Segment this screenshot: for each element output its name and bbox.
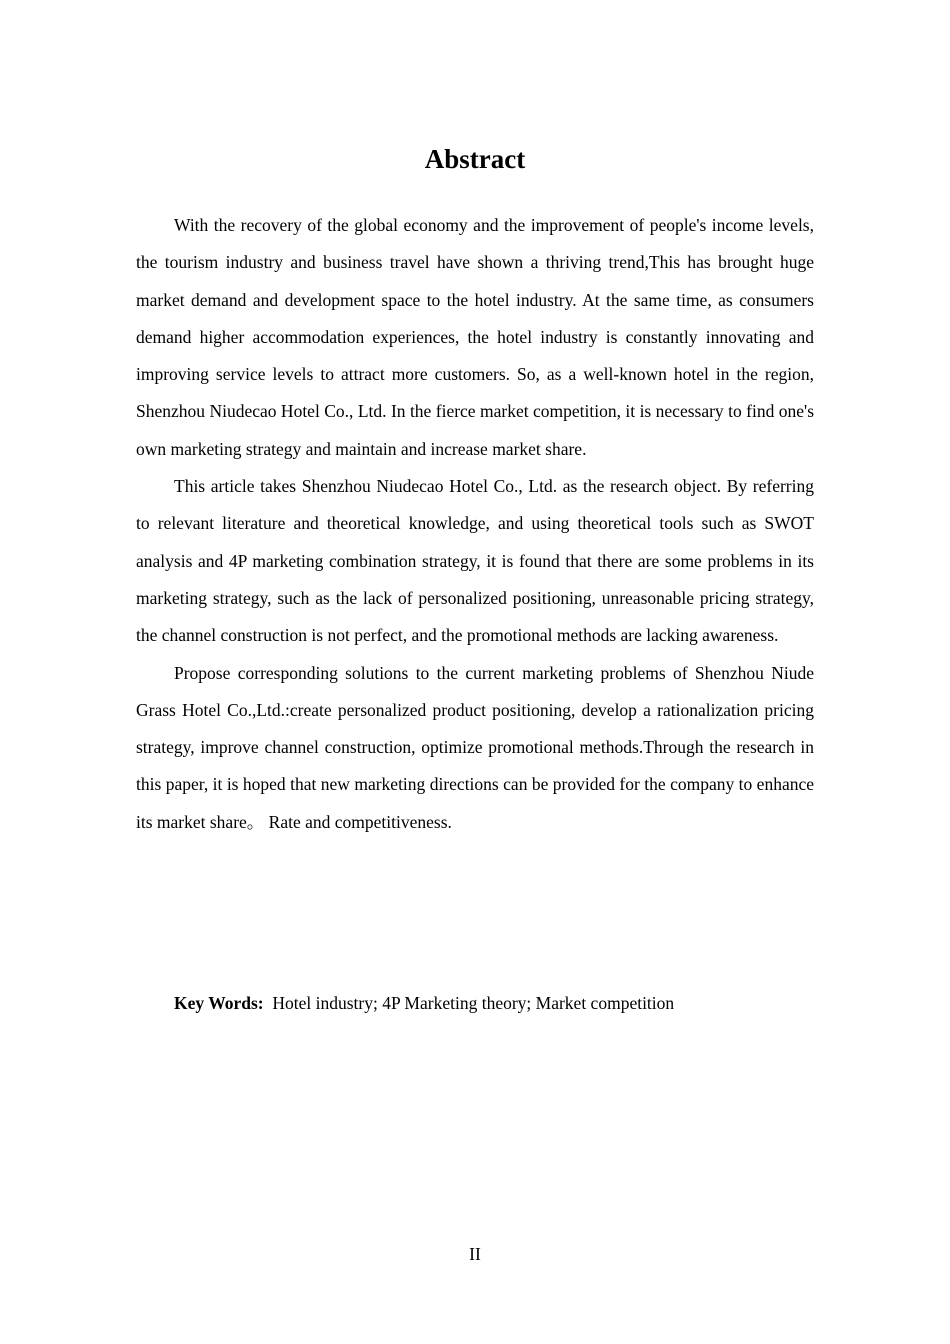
abstract-body <box>136 207 814 841</box>
abstract-title: Abstract <box>424 144 526 174</box>
keywords-value: Hotel industry; 4P Marketing theory; Market competition <box>272 993 675 1013</box>
keywords-label: Key Words: <box>174 993 264 1013</box>
abstract-paragraph-2: This article takes Shenzhou Niudecao Hotel Co., Ltd. as the research object. By referring to relevant literature and theoretical knowledge, and using theoretical tools such as SWOT analysis and 4P marketing combination strategy, it is found that there are some problems in its marketing strategy, such as the lack of personalized positioning, unreasonable pricing strategy, the channel construction is not perfect, and the promotional methods are lacking awareness. <box>136 476 814 646</box>
keywords-line <box>174 986 674 1020</box>
abstract-paragraph-3: Propose corresponding solutions to the current marketing problems of Shenzhou Niude Grass Hotel Co.,Ltd.:create personalized product positioning, develop a rationalization pricing strategy, improve channel construction, optimize promotional methods.Through the research in this paper, it is hoped that new marketing directions can be provided for the company to enhance its market share。 Rate and competitiveness. <box>136 662 814 832</box>
abstract-paragraph-1: With the recovery of the global economy and the improvement of people's income levels, the tourism industry and business travel have shown a thriving trend,This has brought huge market demand and development space to the hotel industry. At the same time, as consumers demand higher accommodation experiences, the hotel industry is constantly innovating and improving service levels to attract more customers. So, as a well-known hotel in the region, Shenzhou Niudecao Hotel Co., Ltd. In the fierce market competition, it is necessary to find one's own marketing strategy and maintain and increase market share. <box>136 215 814 459</box>
page-number: II <box>469 1244 481 1264</box>
